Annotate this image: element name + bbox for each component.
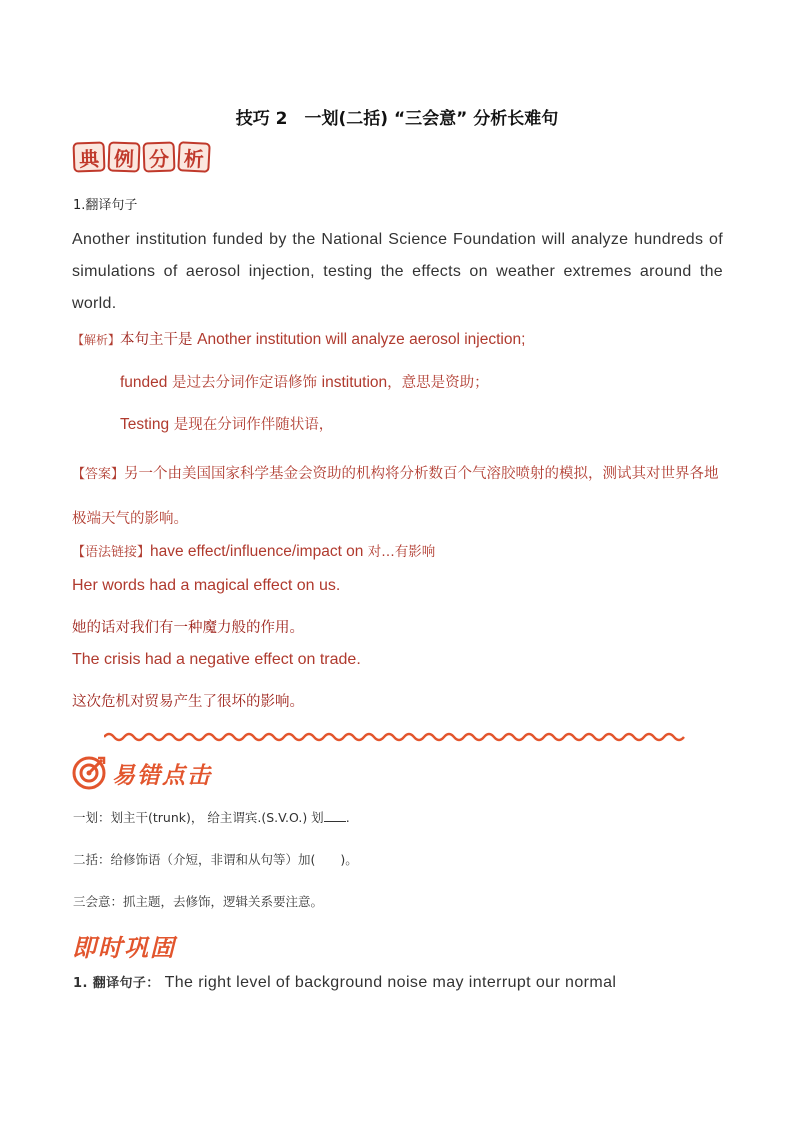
example-en-2: The crisis had a negative effect on trade.	[72, 651, 361, 668]
answer-block	[72, 452, 724, 541]
example-en-1: Her words had a magical effect on us.	[72, 577, 341, 594]
analysis-term: funded	[120, 374, 168, 391]
analysis-term: Testing	[120, 416, 170, 433]
grammar-phrase: have effect/influence/impact on	[150, 543, 368, 560]
analysis-text: 是现在分词作伴随状语，	[169, 417, 334, 433]
practice-sentence: The right level of background noise may interrupt our normal	[164, 974, 617, 991]
answer-text: 另一个由美国国家科学基金会资助的机构将分析数百个气溶胶喷射的模拟，测试其对世界各地极端天气的影响。	[72, 466, 719, 527]
example-cn-2: 这次危机对贸易产生了很坏的影响。	[72, 694, 304, 710]
badge-char: 析	[177, 141, 211, 173]
answer-tag: 【答案】	[72, 467, 125, 482]
wavy-divider	[104, 731, 690, 743]
analysis-text: 是过去分词作定语修饰	[167, 375, 322, 391]
tip-text: .	[345, 810, 350, 825]
example-cn-1: 她的话对我们有一种魔力般的作用。	[72, 620, 304, 636]
analysis-main-clause: Another institution will analyze aerosol injection;	[197, 331, 526, 348]
question-label: 1.翻译句子	[73, 198, 138, 213]
grammar-tag: 【语法链接】	[72, 545, 151, 560]
analysis-line-3	[120, 413, 333, 434]
example-analysis-header	[73, 142, 210, 172]
badge-char: 分	[142, 141, 175, 172]
analysis-term: institution	[321, 374, 388, 391]
practice-question	[73, 972, 724, 992]
analysis-tag: 【解析】	[72, 333, 121, 347]
grammar-link	[72, 540, 435, 561]
target-icon	[72, 756, 106, 790]
badge-char: 典	[72, 141, 105, 172]
tip-text: 一划：划主干(trunk)， 给主谓宾.(S.V.O.) 划	[73, 810, 324, 825]
grammar-meaning: 对…有影响	[367, 544, 436, 560]
analysis-line-1	[72, 328, 525, 349]
tip-line-2: 二括：给修饰语（介短，非谓和从句等）加( )。	[73, 852, 358, 867]
analysis-lead: 本句主干是	[120, 332, 198, 348]
analysis-line-2	[120, 371, 489, 392]
badge-char: 例	[107, 141, 140, 172]
section-heading: 易错点击	[112, 761, 212, 789]
practice-heading: 即时巩固	[72, 933, 176, 962]
tip-line-3: 三会意：抓主题，去修饰，逻辑关系要注意。	[73, 894, 324, 909]
source-sentence: Another institution funded by the National Science Foundation will analyze hundreds of simulations of aerosol injection, testing the effects on weather extremes around the world.	[72, 231, 723, 312]
analysis-text: ，意思是资助；	[387, 375, 489, 391]
practice-label: 1. 翻译句子：	[73, 976, 160, 991]
error-prone-header	[72, 756, 212, 790]
page-title: 技巧 2 一划(二括) “三会意” 分析长难句	[235, 109, 559, 129]
tip-line-1	[73, 808, 350, 826]
fill-blank	[324, 810, 346, 822]
